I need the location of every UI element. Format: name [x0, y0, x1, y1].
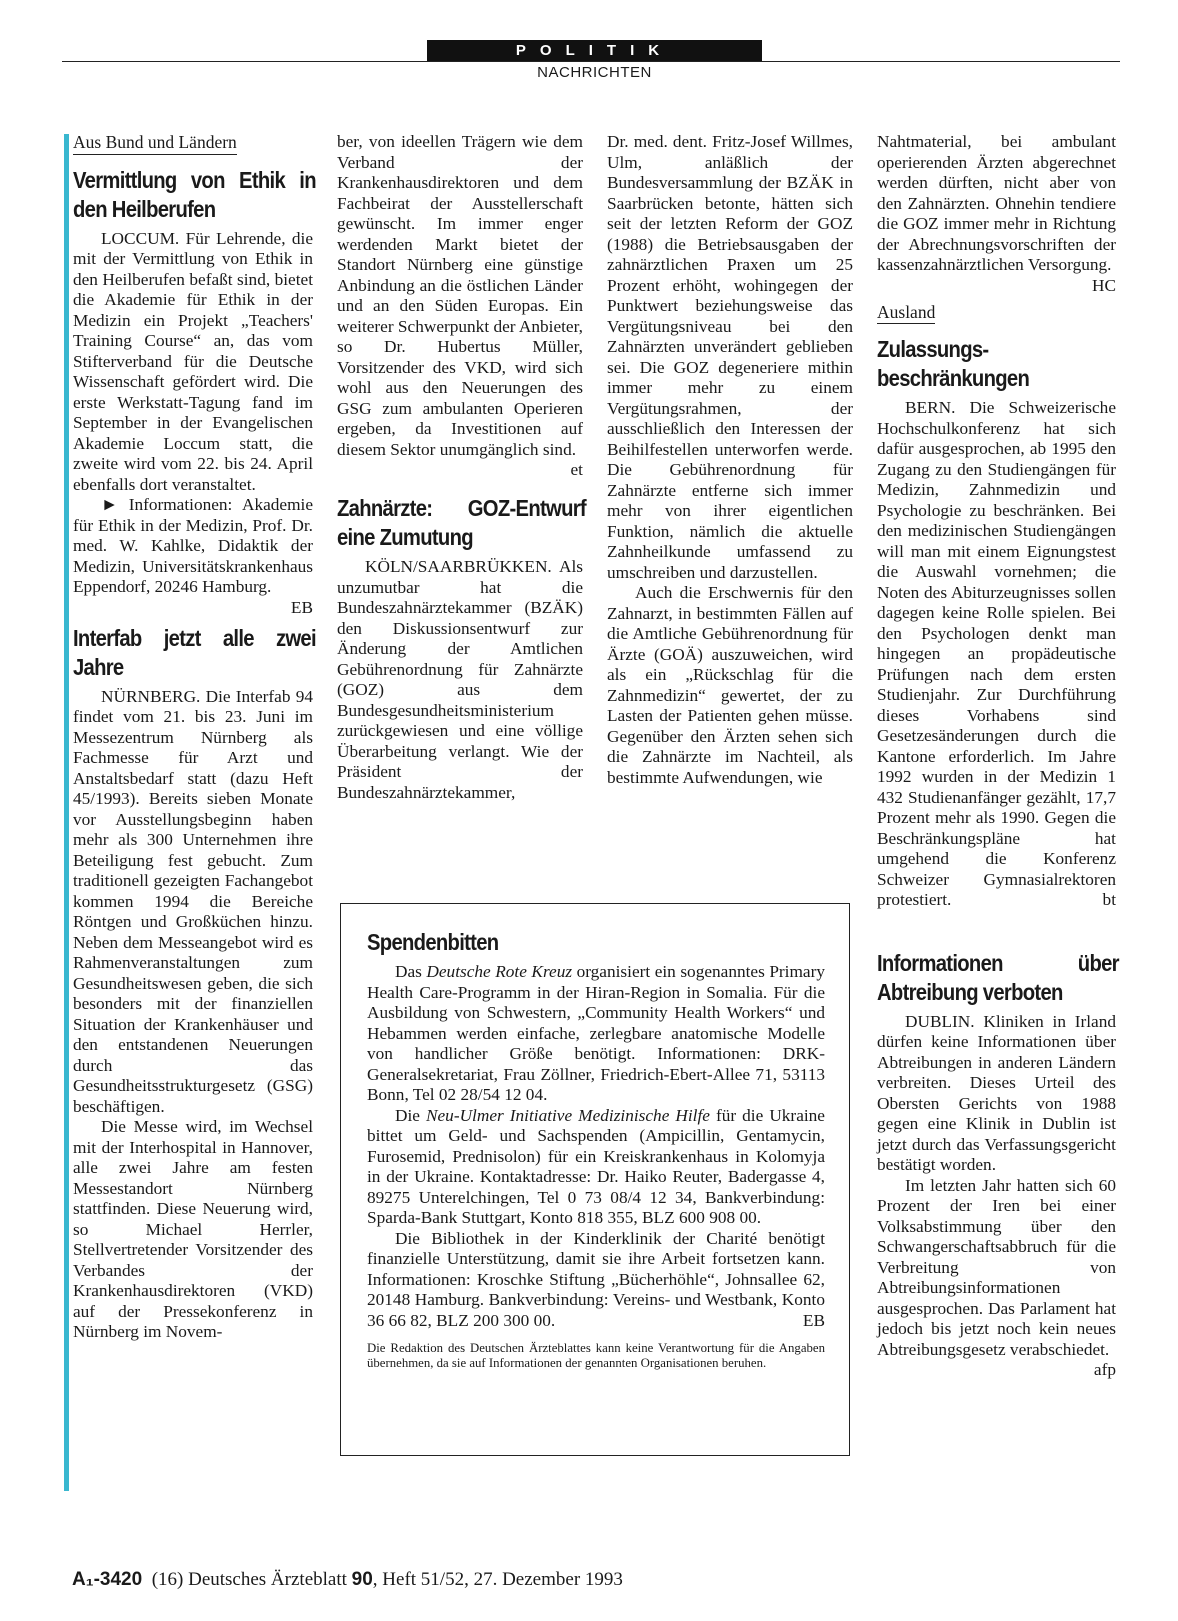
column-2: [337, 132, 586, 803]
author-sign: EB: [290, 597, 313, 617]
article-goz-continued: Dr. med. dent. Fritz-Josef Willmes, Ulm, anläßlich der Bundesversammlung der BZÄK in Saarbrücken betonte, hätten sich seit der letzten Reform der GOZ (1988) die Betriebsausgaben der zahnärztlichen Praxen um 25 Prozent erhöht, wohingegen der Punktwert beziehungsweise das Vergütungsniveau bei den Zahnärzten unverändert geblieben sei. Die GOZ degeneriere mithin immer mehr zu einem Vergütungsrahmen, der ausschließlich den Interessen der Beihilfestellen unterworfen werde. Die Gebührenordnung für Zahnärzte entferne sich immer mehr von ihrer eigentlichen Funktion, nämlich die aktuelle Zahnheilkunde umfassend zu umschreiben und darzustellen.: [607, 132, 853, 582]
author-sign: EB: [802, 1310, 825, 1330]
accent-bar: [64, 134, 69, 1491]
article-goz-paragraph-2-start: Auch die Erschwernis für den Zahnarzt, in bestimmten Fällen auf die Amtliche Gebührenordnung für Ärzte (GOÄ) auszuweichen, wird als ein „Rückschlag für die Zahnmedizin“ gewertet, der zu Lasten der Patienten gehen müsse. Gegenüber den Ärzten sehen sich die Zahnärzte im Nachteil, als bestimmte Aufwendungen, wie: [607, 583, 853, 787]
column-4: [877, 132, 1119, 1381]
article-goz-end: Nahtmaterial, bei ambulant operierenden Ärzten abgerechnet werden dürften, nicht aber von den Zahnärzten. Ohnehin tendiere die GOZ immer mehr in Richtung der Abrechnungsvorschriften der kassenzahnärztlichen Versorgung. HC: [877, 132, 1116, 295]
kicker-ausland: Ausland: [877, 302, 935, 325]
headline-zulassung: Zulassungs- beschränkungen: [877, 336, 1030, 391]
article-ethik-paragraph: LOCCUM. Für Lehrende, die mit der Vermittlung von Ethik in den Heilberufen befaßt sind, bietet die Akademie für Ethik in der Medizin ein Projekt „Teachers' Training Course“ an, das vom Stifterverband für die Deutsche Wissenschaft gefördert wird. Die erste Werkstatt-Tagung fand im September in der Evangelischen Akademie Loccum statt, die zweite wird vom 22. bis 24. April ebenfalls dort veranstaltet.: [73, 228, 313, 494]
section-header-bar: POLITIK: [427, 40, 762, 62]
headline-interfab: Interfab jetzt alle zwei Jahre: [73, 624, 316, 680]
author-sign: HC: [1091, 275, 1116, 295]
headline-spendenbitten: Spendenbitten: [367, 929, 499, 955]
subsection-label: NACHRICHTEN: [537, 64, 652, 81]
disclaimer-note: Die Redaktion des Deutschen Ärzteblattes kann keine Verantwortung für die Angaben übernehmen, da sie auf Informationen der genannten Organisationen beruhen.: [367, 1341, 825, 1370]
author-sign: afp: [1093, 1360, 1116, 1379]
headline-ethik: Vermittlung von Ethik in den Heilberufen: [73, 166, 316, 222]
donation-drk: Das Deutsche Rote Kreuz organisiert ein sogenanntes Primary Health Care-Programm in der Hiran-Region in Somalia. Für die Ausbildung von Schwestern, „Community Health Workers“ und Hebammen werden einfache, zerlegbare anatomische Modelle von handlicher Größe benötigt. Informationen: DRK-Generalsekretariat, Frau Zöllner, Friedrich-Ebert-Allee 71, 53113 Bonn, Tel 02 28/54 12 04.: [367, 962, 825, 1104]
page-footer: A₁-3420 (16) Deutsches Ärzteblatt 90, Heft 51/52, 27. Dezember 1993: [72, 1569, 623, 1590]
donation-neu-ulm: Die Neu-Ulmer Initiative Medizinische Hilfe für die Ukraine bittet um Geld- und Sachspenden (Ampicillin, Gentamycin, Furosemid, Prednisolon) für ein Kreiskrankenhaus in Kolomyja in der Ukraine. Kontaktadresse: Dr. Haiko Reuter, Badergasse 4, 89275 Unterelchingen, Tel 0 73 08/4 12 34, Bankverbindung: Sparda-Bank Stuttgart, Konto 818 355, BLZ 600 908 00.: [367, 1105, 825, 1227]
article-abtreibung-paragraph-2: Im letzten Jahr hatten sich 60 Prozent der Iren bei einer Volksabstimmung über den Schwangerschaftsabbruch für die Verbreitung von Abtreibungsinformationen ausgesprochen. Das Parlament hat jedoch bis jetzt noch kein neues Abtreibungsgesetz verabschiedet. afp: [877, 1175, 1116, 1379]
author-sign: bt: [1102, 890, 1116, 909]
article-interfab-paragraph-2-start: Die Messe wird, im Wechsel mit der Interhospital in Hannover, alle zwei Jahre am festen Messestandort Nürnberg stattfinden. Diese Neuerung wird, so Michael Herrler, Stellvertretender Vorsitzender des Verbandes der Krankenhausdirektoren (VKD) auf der Pressekonferenz in Nürnberg im Novem-: [73, 1117, 313, 1341]
article-interfab-continued: ber, von ideellen Trägern wie dem Verband der Krankenhausdirektoren und dem Fachbeirat der Ausstellerschaft gewünscht. Im immer enger werdenden Markt bietet der Standort Nürnberg eine günstige Anbindung an die östlichen Länder und an den Süden Europas. Ein weiterer Schwerpunkt der Anbieter, so Dr. Hubertus Müller, Vorsitzender des VKD, wird sich wohl aus den Neuerungen des GSG zum ambulanten Operieren ergeben, da Investitionen auf diesem Sektor unumgänglich sind. et: [337, 132, 583, 479]
article-interfab-paragraph-1: NÜRNBERG. Die Interfab 94 findet vom 21. bis 23. Juni im Messezentrum Nürnberg als Fachmesse für Arzt und Anstaltsbedarf statt (dazu Heft 45/1993). Bereits sieben Monate vor Ausstellungsbeginn haben mehr als 300 Unternehmen ihre Beteiligung fest gebucht. Zum traditionell gezeigten Fachangebot kommen 1994 die Bereiche Röntgen und Großküchen hinzu. Neben dem Messeangebot wird es Rahmenveranstaltungen zum Gesundheitswesen geben, die sich besonders mit der finanziellen Situation der Krankenhäuser und den entstandenen Neuerungen durch das Gesundheitsstrukturgesetz (GSG) beschäftigen.: [73, 686, 313, 1116]
article-abtreibung-paragraph-1: DUBLIN. Kliniken in Irland dürfen keine Informationen über Abtreibungen in anderen Ländern verbreiten. Dieses Urteil des Obersten Gerichts von 1988 gegen eine Klinik in Dublin ist jetzt durch das Verfassungsgericht bestätigt worden.: [877, 1011, 1116, 1174]
kicker-bund-laender: Aus Bund und Ländern: [73, 132, 237, 155]
article-ethik-info: ► Informationen: Akademie für Ethik in der Medizin, Prof. Dr. med. W. Kahlke, Didaktik der Medizin, Universitätskrankenhaus Eppendorf, 20246 Hamburg. EB: [73, 495, 313, 617]
article-zulassung-paragraph: BERN. Die Schweizerische Hochschulkonferenz hat sich dafür ausgesprochen, ab 1995 den Zugang zu den Studiengängen für Medizin, Zahnmedizin und Psychologie zu beschränken. Bei den medizinischen Studiengängen will man mit einem Eignungstest die Auswahl vornehmen; die Noten des Abiturzeugnisses sollen dagegen keine Rolle spielen. Bei den Psychologen denkt man hingegen an propädeutische Prüfungen nach dem ersten Studienjahr. Zur Durchführung dieses Vorhabens sind Gesetzesänderungen durch die Kantone erforderlich. Im Jahre 1992 wurden in der Medizin 1 432 Studienanfänger gezählt, 17,7 Prozent mehr als 1990. Gegen die Beschränkungspläne hat umgehend die Konferenz Schweizer Gymnasialrektoren protestiert. bt: [877, 398, 1116, 909]
column-3: [607, 132, 853, 788]
author-sign: et: [570, 460, 583, 479]
donation-box: [340, 903, 850, 1456]
headline-abtreibung: Informationen über Abtreibung verboten: [877, 949, 1119, 1005]
donation-charite: Die Bibliothek in der Kinderklinik der Charité benötigt finanzielle Unterstützung, damit sie ihre Arbeit fortsetzen kann. Informationen: Kroschke Stiftung „Bücherhöhle“, Johnsallee 62, 20148 Hamburg. Bankverbindung: Vereins- und Westbank, Konto 36 66 82, BLZ 200 300 00. EB: [367, 1228, 825, 1330]
headline-goz: Zahnärzte: GOZ-Entwurf eine Zumutung: [337, 495, 586, 550]
page-code: A₁-3420: [72, 1569, 143, 1590]
header-rule: [62, 61, 1120, 62]
column-1: [73, 132, 316, 1343]
article-goz-paragraph-1-start: KÖLN/SAARBRÜKKEN. Als unzumutbar hat die Bundeszahnärztekammer (BZÄK) den Diskussionsentwurf zur Änderung der Amtlichen Gebührenordnung für Zahnärzte (GOZ) aus dem Bundesgesundheitsministerium zurückgewiesen und eine völlige Überarbeitung verlangt. Wie der Präsident der Bundeszahnärztekammer,: [337, 557, 583, 802]
